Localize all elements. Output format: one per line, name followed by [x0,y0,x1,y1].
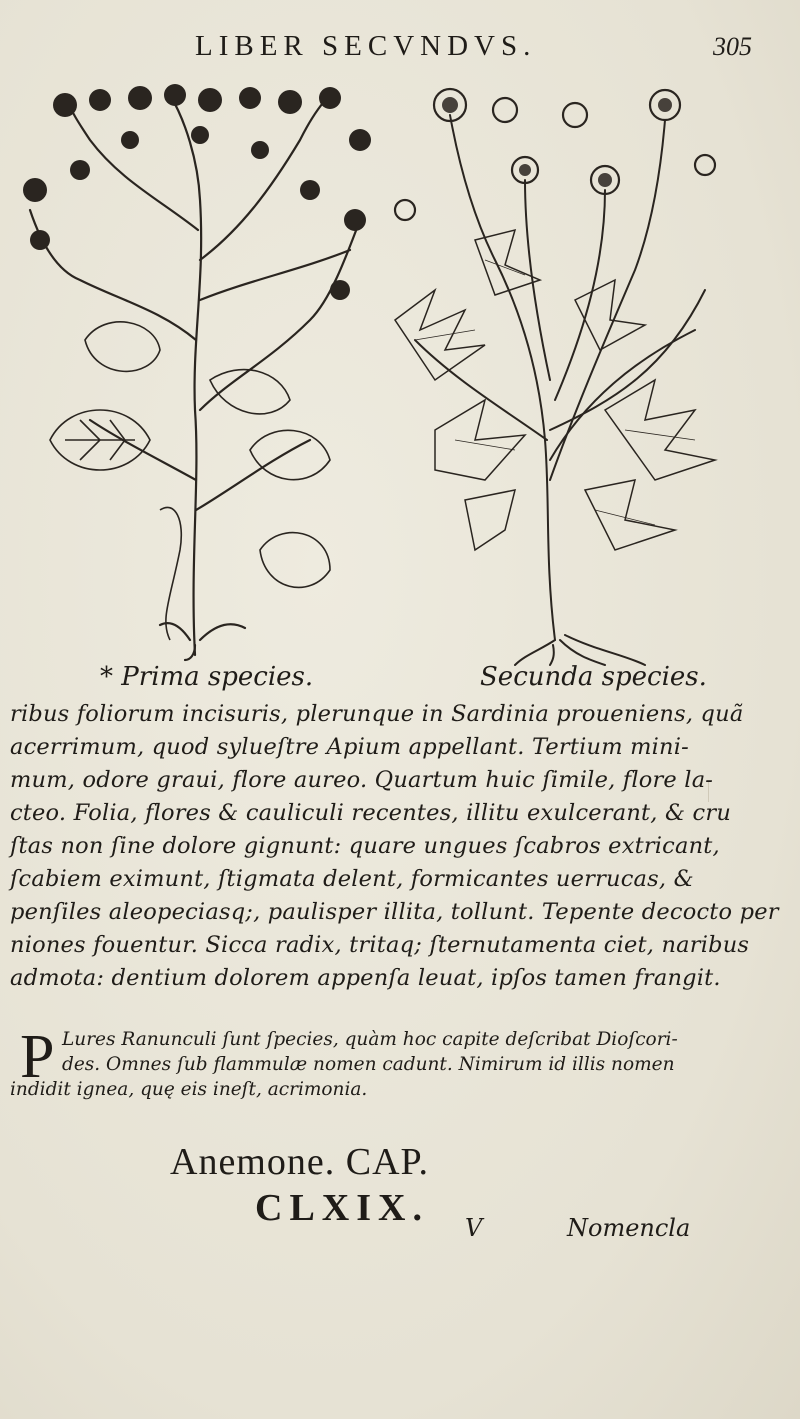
body-line: cteo. Folia, flores & cauliculi recentes, illitu exulcerant, & cru [10,800,732,826]
signature-mark: V [465,1214,483,1242]
illustrations [0,80,800,670]
woodcut-prima-species [10,80,380,660]
catchword: Nomencla [567,1214,691,1242]
body-line: acerrimum, quod sylueſtre Apium appellant. Tertium mini- [10,734,689,760]
running-title: LIBER SECVNDVS. [195,30,537,62]
body-line: mum, odore graui, flore aureo. Quartum huic ſimile, flore la- [10,767,714,793]
annotation-line: indidit ignea, quę eis ineſt, acrimonia. [10,1079,368,1100]
margin-mark [700,782,709,802]
drop-cap: P [20,1023,55,1091]
page-footer [0,1214,800,1254]
annotation-line: Lures Ranunculi ſunt ſpecies, quàm hoc capite deſcribat Dioſcori- [62,1029,678,1050]
figure-captions [0,662,800,698]
annotation-line: des. Omnes ſub flammulæ nomen cadunt. Nimirum id illis nomen [62,1054,675,1075]
body-line: penſiles aleopeciasq;, paulisper illita, tollunt. Tepente decocto per [10,899,779,925]
chapter-number: CLXIX. [255,1187,429,1229]
annotation-paragraph [10,1023,720,1102]
woodcut-secunda-species [375,80,730,665]
body-line: niones fouentur. Sicca radix, tritaq; ſternutamenta ciet, naribus [10,932,750,958]
body-line: ſcabiem eximunt, ſtigmata delent, formicantes uerrucas, & [10,866,694,892]
caption-left: * Prima species. [100,662,314,692]
chapter-title: Anemone. CAP. [170,1141,429,1183]
body-line: admota: dentium dolorem appenſa leuat, ipſos tamen frangit. [10,965,721,991]
body-paragraph [10,698,779,995]
page-number: 305 [713,32,752,61]
body-line: ribus foliorum incisuris, plerunque in Sardinia proueniens, quã [10,701,744,727]
body-line: ſtas non ſine dolore gignunt: quare ungues ſcabros extricant, [10,833,720,859]
caption-right: Secunda species. [480,662,707,692]
running-head [195,30,780,66]
